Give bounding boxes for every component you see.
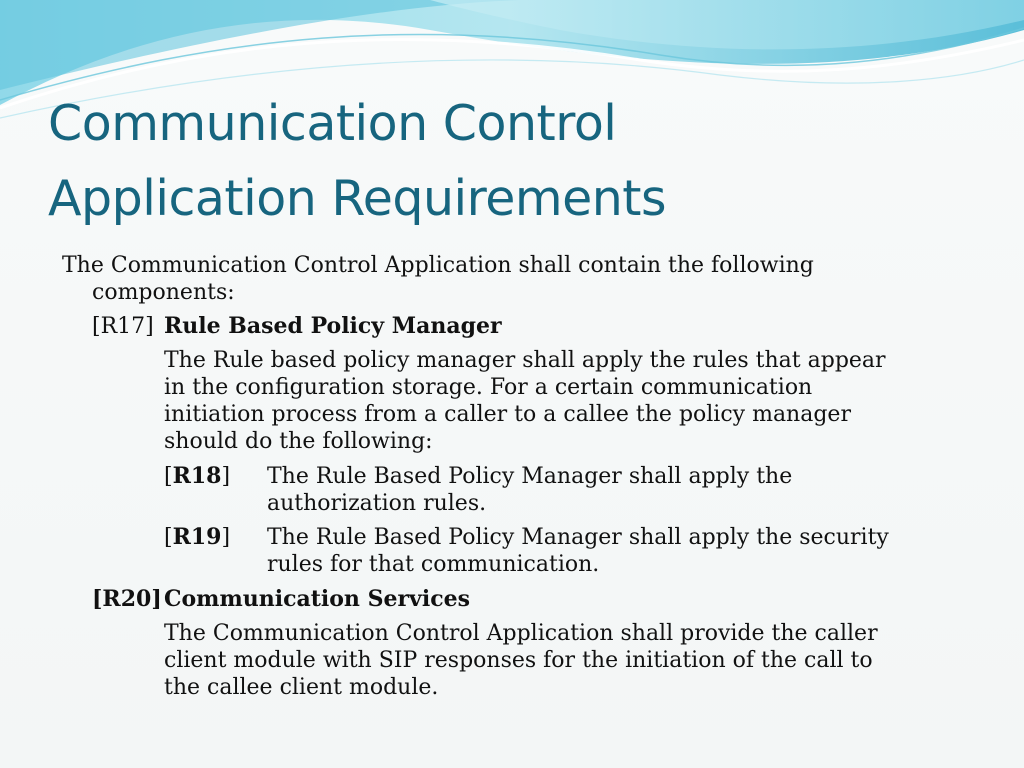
r20-desc-line: The Communication Control Application shall provide the caller (164, 621, 878, 646)
r20-heading: Communication Services (164, 586, 470, 612)
r19-tag: [R19] (164, 524, 231, 550)
r17-desc-line: in the configuration storage. For a certain communication (164, 375, 813, 400)
title-line-2: Application Requirements (48, 170, 667, 227)
intro-line-1: The Communication Control Application shall contain the following (62, 253, 814, 278)
r18-code: R18 (172, 463, 222, 489)
r20-tag: [R20] (92, 586, 162, 612)
r17-heading: Rule Based Policy Manager (164, 313, 502, 339)
r17-desc-line: should do the following: (164, 429, 433, 454)
r17-tag: [R17] (92, 314, 154, 339)
r20-desc-line: client module with SIP responses for the initiation of the call to (164, 648, 873, 673)
r17-desc-line: initiation process from a caller to a callee the policy manager (164, 402, 851, 427)
r17-code: R17 (100, 314, 146, 339)
title-line-1: Communication Control (48, 95, 617, 152)
r19-code: R19 (172, 524, 222, 550)
r18-line: The Rule Based Policy Manager shall apply the (267, 464, 793, 489)
intro-line-2: components: (92, 280, 235, 305)
r19-line: The Rule Based Policy Manager shall apply the security (267, 525, 889, 550)
r19-line: rules for that communication. (267, 552, 600, 577)
r18-line: authorization rules. (267, 491, 487, 516)
r18-tag: [R18] (164, 463, 231, 489)
r20-code: R20 (102, 586, 152, 612)
r20-desc-line: the callee client module. (164, 675, 439, 700)
r17-desc-line: The Rule based policy manager shall apply the rules that appear (164, 348, 886, 373)
